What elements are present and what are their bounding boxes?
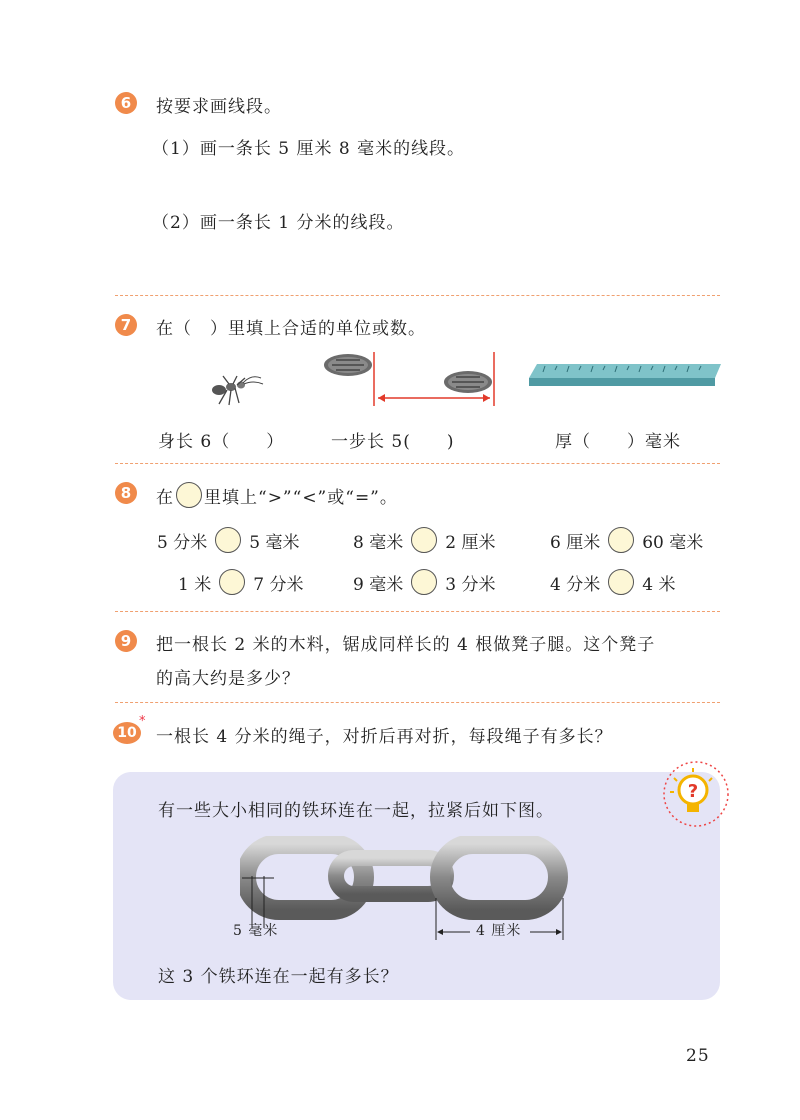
compare-item (178, 569, 303, 595)
q7-fill-ruler: 厚（ ）毫米 (555, 432, 681, 452)
q7-fill-step: 一步长 5( ) (331, 432, 455, 452)
q7-fill-ant: 身长 6（ ） (158, 432, 285, 452)
section-divider (115, 463, 720, 464)
q8-title-pre: 在 (156, 487, 174, 508)
page-number: 25 (686, 1046, 710, 1066)
q6-title: 按要求画线段。 (156, 97, 282, 117)
question-number-8: 8 (115, 482, 137, 504)
q8-title-post: 里填上“>”“<”或“=”。 (204, 487, 398, 508)
answer-circle[interactable] (219, 569, 245, 595)
section-divider (115, 702, 720, 703)
compare-circle-icon (176, 482, 202, 508)
question-number-9: 9 (115, 630, 137, 652)
ruler-illustration (525, 362, 725, 392)
compare-left: 8 毫米 (353, 532, 404, 553)
compare-item (157, 527, 299, 553)
compare-right: 2 厘米 (445, 532, 496, 553)
q10-text: 一根长 4 分米的绳子，对折后再对折，每段绳子有多长？ (156, 727, 613, 747)
challenge-star: * (139, 714, 146, 729)
q9-line-2: 的高大约是多少？ (156, 669, 300, 689)
q8-title (156, 482, 398, 508)
label-length: 4 厘米 (476, 923, 522, 939)
lightbulb-question-icon (662, 760, 730, 828)
footstep-illustration (318, 350, 508, 408)
compare-left: 1 米 (178, 574, 212, 595)
ant-illustration (205, 370, 265, 408)
answer-circle[interactable] (215, 527, 241, 553)
question-number-6: 6 (115, 92, 137, 114)
compare-right: 5 毫米 (249, 532, 300, 553)
label-thickness: 5 毫米 (233, 923, 279, 939)
compare-right: 3 分米 (445, 574, 496, 595)
question-number-10: 10 (113, 722, 141, 744)
q6-item-1: （1）画一条长 5 厘米 8 毫米的线段。 (152, 139, 466, 159)
panel-question: 这 3 个铁环连在一起有多长？ (158, 967, 399, 987)
compare-left: 6 厘米 (550, 532, 601, 553)
chain-links-illustration (240, 836, 580, 946)
compare-left: 9 毫米 (353, 574, 404, 595)
answer-circle[interactable] (411, 527, 437, 553)
section-divider (115, 295, 720, 296)
answer-circle[interactable] (608, 569, 634, 595)
section-divider (115, 611, 720, 612)
compare-item (353, 527, 495, 553)
answer-circle[interactable] (411, 569, 437, 595)
compare-left: 4 分米 (550, 574, 601, 595)
compare-right: 4 米 (642, 574, 676, 595)
q7-title: 在（ ）里填上合适的单位或数。 (156, 319, 426, 339)
compare-item (353, 569, 495, 595)
compare-item (550, 569, 675, 595)
panel-intro: 有一些大小相同的铁环连在一起，拉紧后如下图。 (158, 801, 554, 821)
compare-item (550, 527, 703, 553)
compare-right: 7 分米 (253, 574, 304, 595)
compare-right: 60 毫米 (642, 532, 704, 553)
q9-line-1: 把一根长 2 米的木料，锯成同样长的 4 根做凳子腿。这个凳子 (156, 635, 656, 655)
answer-circle[interactable] (608, 527, 634, 553)
compare-left: 5 分米 (157, 532, 208, 553)
svg-text:?: ? (687, 781, 699, 802)
q6-item-2: （2）画一条长 1 分米的线段。 (152, 213, 405, 233)
question-number-7: 7 (115, 314, 137, 336)
